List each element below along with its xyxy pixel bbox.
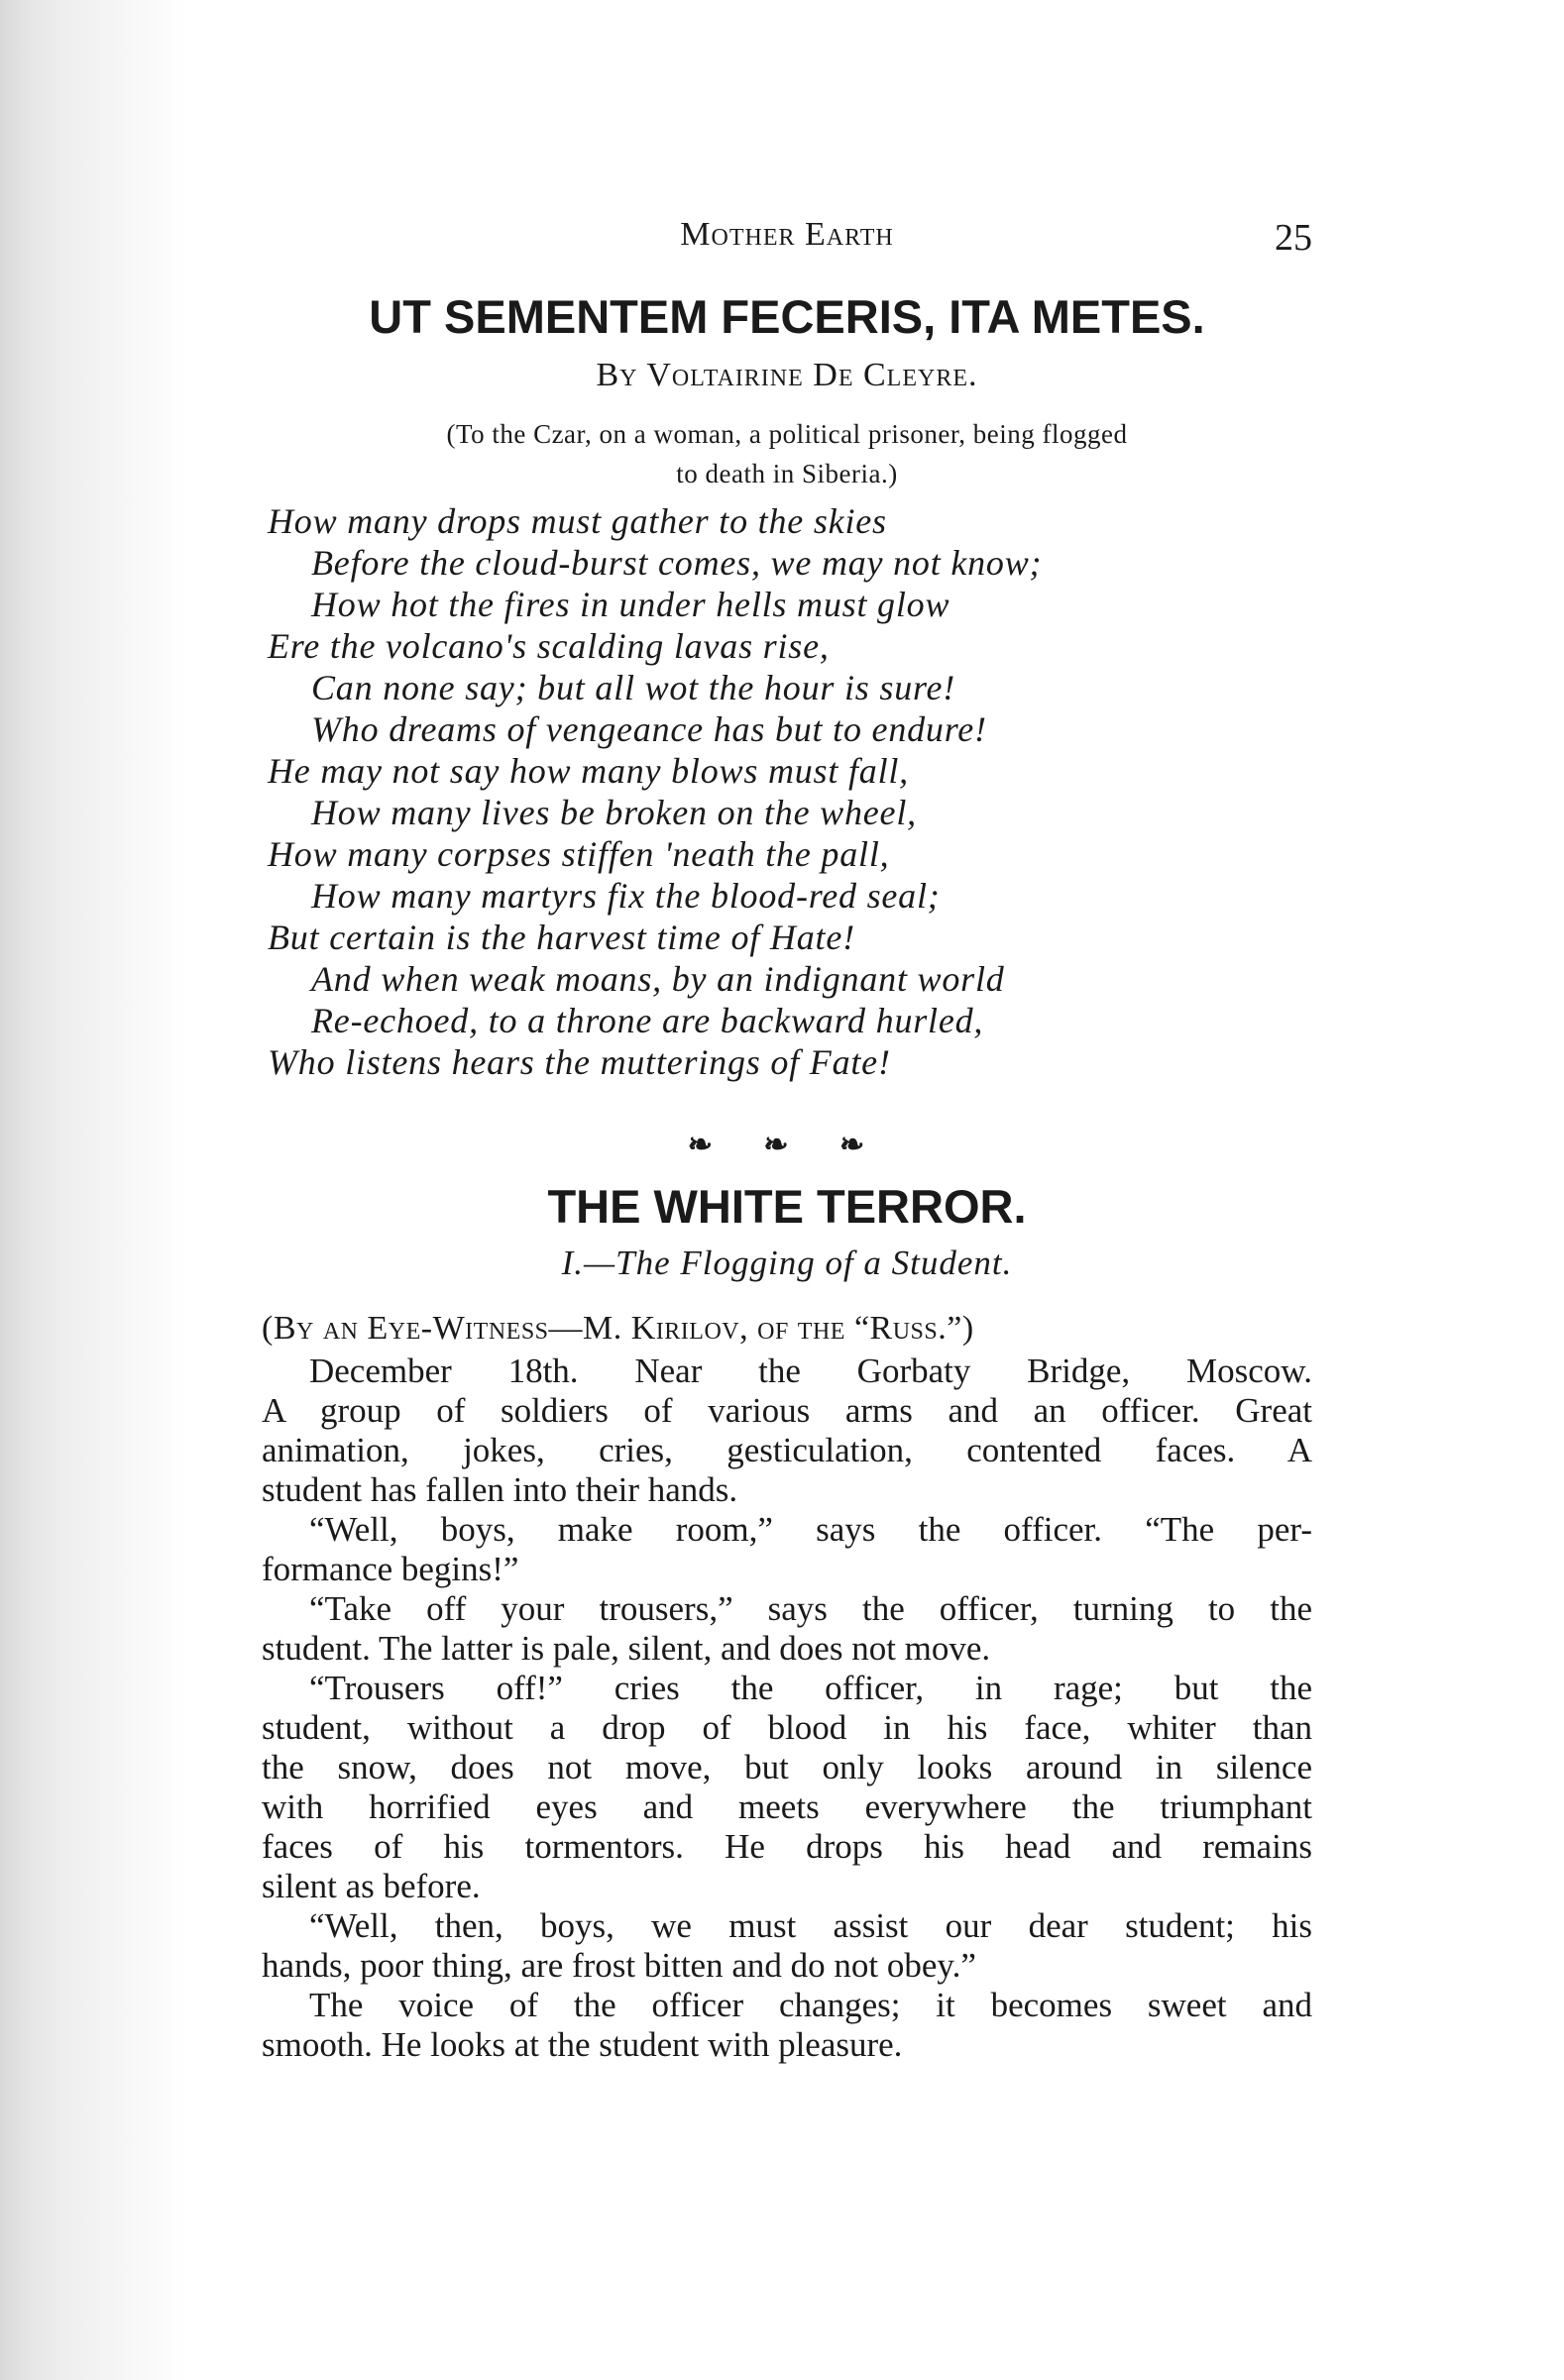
paragraph-line: smooth. He looks at the student with pleasure. bbox=[262, 2025, 903, 2064]
poem-line: How many lives be broken on the wheel, bbox=[311, 793, 917, 832]
poem-line: Can none say; but all wot the hour is sure! bbox=[311, 668, 956, 707]
paragraph-line: December 18th. Near the Gorbaty Bridge, Moscow. bbox=[309, 1352, 1312, 1390]
paragraph-line: hands, poor thing, are frost bitten and do not obey.” bbox=[262, 1946, 976, 1985]
section-ornament: ❧ ❧ ❧ bbox=[687, 1129, 887, 1161]
running-head bbox=[262, 216, 1312, 266]
article-attribution: (By an Eye-Witness—M. Kirilov, of the “Russ.”) bbox=[262, 1310, 974, 1347]
poem-line: But certain is the harvest time of Hate! bbox=[268, 918, 855, 957]
dedication-line: (To the Czar, on a woman, a political prisoner, being flogged bbox=[446, 419, 1128, 449]
paragraph-line: student, without a drop of blood in his face, whiter than bbox=[262, 1708, 1312, 1747]
poem-line: How hot the fires in under hells must glow bbox=[311, 585, 950, 624]
paragraph-line: student. The latter is pale, silent, and does not move. bbox=[262, 1629, 991, 1668]
paragraph-line: student has fallen into their hands. bbox=[262, 1470, 738, 1509]
poem-line: Before the cloud-burst comes, we may not know; bbox=[311, 543, 1043, 583]
dedication-line: to death in Siberia.) bbox=[676, 459, 898, 488]
poem-line: And when weak moans, by an indignant world bbox=[311, 959, 1005, 999]
article-title: THE WHITE TERROR. bbox=[547, 1180, 1027, 1233]
paragraph-line: formance begins!” bbox=[262, 1550, 519, 1588]
poem-title: UT SEMENTEM FECERIS, ITA METES. bbox=[369, 290, 1205, 343]
paragraph-line: “Well, then, boys, we must assist our dear student; his bbox=[309, 1906, 1312, 1945]
article-body bbox=[262, 1352, 1312, 2065]
paragraph-line: “Take off your trousers,” says the officer, turning to the bbox=[309, 1589, 1312, 1628]
paragraph-line: the snow, does not move, but only looks around in silence bbox=[262, 1748, 1312, 1786]
poem-line: Re-echoed, to a throne are backward hurled, bbox=[311, 1001, 984, 1040]
poem-dedication bbox=[262, 414, 1312, 493]
paragraph-line: animation, jokes, cries, gesticulation, contented faces. A bbox=[262, 1431, 1312, 1469]
binding-shadow bbox=[0, 0, 188, 2380]
poem-line: How many drops must gather to the skies bbox=[268, 501, 887, 541]
poem-line: Ere the volcano's scalding lavas rise, bbox=[268, 626, 830, 666]
paragraph-line: silent as before. bbox=[262, 1867, 481, 1905]
paragraph-line: “Trousers off!” cries the officer, in rage; but the bbox=[309, 1669, 1312, 1707]
paragraph-line: “Well, boys, make room,” says the officer. “The per- bbox=[309, 1510, 1312, 1549]
page-number: 25 bbox=[1275, 217, 1312, 259]
paragraph-line: The voice of the officer changes; it becomes sweet and bbox=[309, 1986, 1312, 2024]
poem-byline: By Voltairine De Cleyre. bbox=[596, 357, 978, 393]
paragraph-line: A group of soldiers of various arms and an officer. Great bbox=[262, 1391, 1312, 1430]
poem-line: How many corpses stiffen 'neath the pall, bbox=[268, 834, 890, 874]
poem-line: How many martyrs fix the blood-red seal; bbox=[311, 876, 941, 916]
poem-line: Who listens hears the mutterings of Fate! bbox=[268, 1042, 891, 1082]
book-page bbox=[262, 0, 1312, 2380]
running-head-title: Mother Earth bbox=[680, 216, 894, 253]
paragraph-line: faces of his tormentors. He drops his head and remains bbox=[262, 1827, 1312, 1866]
poem-line: He may not say how many blows must fall, bbox=[268, 751, 909, 791]
paragraph-line: with horrified eyes and meets everywhere the triumphant bbox=[262, 1787, 1312, 1826]
article-subtitle: I.—The Flogging of a Student. bbox=[561, 1244, 1013, 1282]
poem-line: Who dreams of vengeance has but to endure! bbox=[311, 709, 987, 749]
poem-body bbox=[262, 500, 1312, 1083]
